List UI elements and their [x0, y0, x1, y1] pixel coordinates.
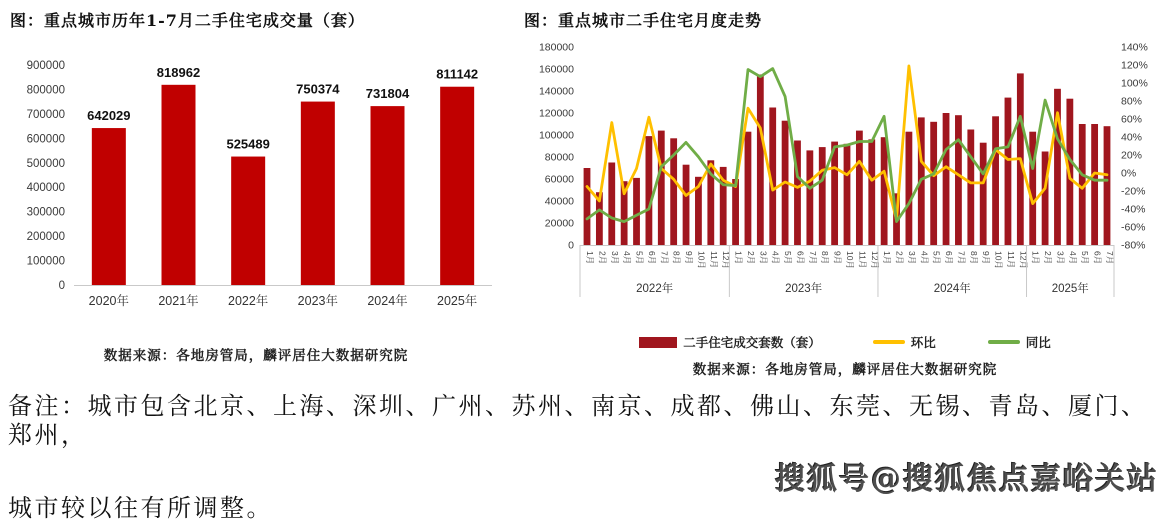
y-tick-label: 700000	[26, 108, 65, 121]
left-axis	[539, 42, 574, 252]
month-labels	[585, 251, 1115, 269]
month-tick-label: 5月	[1080, 251, 1091, 265]
bar-value-label: 642029	[87, 108, 131, 124]
month-tick-label: 9月	[981, 251, 992, 265]
month-tick-label: 1月	[882, 251, 893, 265]
y-tick-label: 900000	[26, 60, 65, 72]
month-tick-label: 1月	[733, 251, 744, 265]
x-tick-label: 2025年	[437, 294, 478, 308]
watermark: 搜狐号@搜狐焦点嘉峪关站	[775, 462, 1159, 497]
year-label: 2023年	[785, 283, 823, 295]
month-tick-label: 6月	[795, 251, 806, 265]
right-tick-label: 80%	[1121, 95, 1143, 108]
month-tick-label: 3月	[758, 251, 769, 265]
left-tick-label: 120000	[538, 107, 574, 120]
x-tick-label: 2023年	[297, 294, 338, 308]
right-tick-label: 140%	[1121, 41, 1148, 54]
month-tick-label: 6月	[646, 251, 657, 265]
legend-label: 二手住宅成交套数（套）	[683, 335, 821, 350]
y-axis	[27, 60, 65, 292]
month-tick-label: 4月	[622, 251, 633, 265]
bar-value-label: 750374	[296, 81, 340, 97]
left-tick-label: 180000	[538, 41, 574, 54]
month-tick-label: 5月	[783, 251, 794, 265]
bar-2023年	[301, 102, 335, 285]
year-label: 2025年	[1051, 283, 1089, 295]
footnote-line-1: 备注：城市包含北京、上海、深圳、广州、苏州、南京、成都、佛山、东莞、无锡、青岛、厦门、郑州，	[8, 392, 1148, 449]
monthly-chart-source: 数据来源：各地房管局，麟评居住大数据研究院	[692, 362, 998, 378]
month-tick-label: 1月	[585, 251, 595, 265]
y-tick-label: 500000	[26, 157, 65, 170]
month-tick-label: 8月	[968, 251, 979, 265]
bar	[646, 136, 653, 245]
month-tick-label: 12月	[721, 251, 732, 269]
month-tick-label: 7月	[956, 251, 967, 265]
year-label: 2024年	[933, 283, 971, 295]
bar	[967, 130, 974, 246]
right-tick-label: 0%	[1121, 167, 1137, 180]
y-tick-label: 600000	[26, 133, 65, 146]
annual-sales-chart-section	[8, 6, 504, 364]
month-tick-label: 4月	[770, 251, 781, 265]
legend-bar-swatch	[639, 337, 677, 348]
month-tick-label: 5月	[634, 251, 645, 265]
right-tick-label: 100%	[1121, 77, 1148, 90]
legend-line-swatch	[988, 340, 1020, 344]
bar	[930, 122, 937, 245]
bar	[868, 139, 875, 245]
month-tick-label: 3月	[609, 251, 620, 265]
y-tick-label: 0	[58, 280, 65, 292]
x-tick-label: 2022年	[228, 294, 269, 308]
left-tick-label: 0	[568, 239, 574, 252]
legend-item-二手住宅成交套数（套）	[639, 333, 821, 351]
month-tick-label: 3月	[906, 251, 917, 265]
bar	[608, 163, 615, 246]
bar-value-label: 818962	[156, 64, 201, 80]
bar	[906, 132, 913, 245]
month-tick-label: 6月	[1092, 251, 1103, 265]
month-tick-label: 11月	[708, 251, 719, 269]
monthly-trend-chart-section	[522, 6, 1168, 378]
month-tick-label: 2月	[745, 251, 756, 265]
bar	[856, 131, 863, 245]
bar	[943, 113, 950, 245]
bar	[658, 131, 665, 245]
right-tick-label: -20%	[1121, 185, 1146, 198]
bar	[633, 178, 640, 245]
bar-value-label: 525489	[226, 136, 270, 152]
left-tick-label: 140000	[538, 85, 574, 98]
left-tick-label: 40000	[544, 195, 574, 208]
month-tick-label: 7月	[1105, 251, 1115, 265]
month-tick-label: 10月	[696, 251, 707, 269]
month-tick-label: 7月	[807, 251, 818, 265]
month-tick-label: 6月	[944, 251, 955, 265]
legend-item-同比	[988, 333, 1051, 351]
month-tick-label: 2月	[597, 251, 608, 265]
monthly-chart-title: 图：重点城市二手住宅月度走势	[524, 11, 763, 30]
month-tick-label: 10月	[993, 251, 1004, 269]
month-tick-label: 12月	[1018, 251, 1029, 269]
y-tick-label: 400000	[26, 182, 65, 195]
legend-label: 同比	[1025, 335, 1051, 350]
month-tick-label: 1月	[1030, 251, 1041, 265]
bar-2025年	[440, 87, 474, 285]
bar-value-label: 731804	[365, 86, 410, 102]
month-tick-label: 5月	[931, 251, 942, 265]
annual-chart-title: 图：重点城市历年1-7月二手住宅成交量（套）	[10, 11, 365, 30]
bar	[732, 179, 739, 245]
bar-value-label: 811142	[436, 66, 479, 82]
month-tick-label: 3月	[1055, 251, 1066, 265]
legend-label: 环比	[910, 335, 936, 350]
bar	[844, 144, 851, 245]
bar	[881, 137, 888, 245]
left-tick-label: 60000	[544, 173, 574, 186]
month-tick-label: 8月	[820, 251, 831, 265]
right-tick-label: -60%	[1121, 221, 1146, 234]
x-tick-label: 2021年	[158, 294, 199, 308]
month-tick-label: 2月	[894, 251, 905, 265]
y-tick-label: 300000	[26, 206, 65, 219]
month-tick-label: 7月	[659, 251, 670, 265]
bars	[87, 65, 478, 308]
bar-2022年	[231, 157, 265, 285]
right-tick-label: 60%	[1121, 113, 1143, 126]
bar	[955, 115, 962, 245]
left-tick-label: 20000	[544, 217, 574, 230]
monthly-chart-legend	[522, 332, 1168, 352]
bar-2024年	[371, 106, 405, 285]
bar	[1005, 98, 1012, 245]
left-tick-label: 100000	[538, 129, 574, 142]
left-tick-label: 80000	[544, 151, 574, 164]
bar-2021年	[162, 85, 196, 285]
right-tick-label: -80%	[1121, 239, 1146, 252]
right-tick-label: 20%	[1121, 149, 1143, 162]
bar	[584, 168, 591, 245]
y-tick-label: 100000	[26, 255, 65, 268]
year-label: 2022年	[636, 283, 674, 295]
annual-chart-source: 数据来源：各地房管局，麟评居住大数据研究院	[103, 348, 409, 364]
legend-line-swatch	[873, 340, 905, 344]
bar-2020年	[92, 128, 126, 285]
right-tick-label: 120%	[1121, 59, 1148, 72]
bar	[757, 75, 764, 246]
month-tick-label: 8月	[671, 251, 682, 265]
bar	[819, 147, 826, 245]
right-tick-label: 40%	[1121, 131, 1143, 144]
month-tick-label: 11月	[1005, 251, 1016, 269]
x-tick-label: 2024年	[367, 294, 408, 308]
bar	[1091, 124, 1098, 245]
bar	[683, 165, 690, 245]
right-axis	[1121, 42, 1148, 252]
month-tick-label: 12月	[869, 251, 880, 269]
month-tick-label: 9月	[832, 251, 843, 265]
right-tick-label: -40%	[1121, 203, 1146, 216]
bar	[992, 116, 999, 245]
y-tick-label: 800000	[26, 84, 65, 97]
bar	[745, 132, 752, 245]
legend-item-环比	[873, 333, 936, 351]
month-tick-label: 10月	[845, 251, 855, 269]
left-tick-label: 160000	[538, 63, 574, 76]
bar	[1104, 126, 1111, 245]
bar	[806, 150, 813, 245]
month-tick-label: 4月	[919, 251, 930, 265]
bar	[980, 143, 987, 245]
y-tick-label: 200000	[26, 231, 65, 244]
monthly-combo-chart	[522, 35, 1168, 325]
x-tick-label: 2020年	[88, 294, 129, 308]
month-tick-label: 4月	[1067, 251, 1078, 265]
month-tick-label: 9月	[684, 251, 695, 265]
month-tick-label: 2月	[1043, 251, 1054, 265]
footnote-line-2: 城市较以往有所调整。	[8, 493, 273, 522]
month-tick-label: 11月	[857, 251, 868, 269]
annual-bar-chart	[8, 35, 504, 335]
